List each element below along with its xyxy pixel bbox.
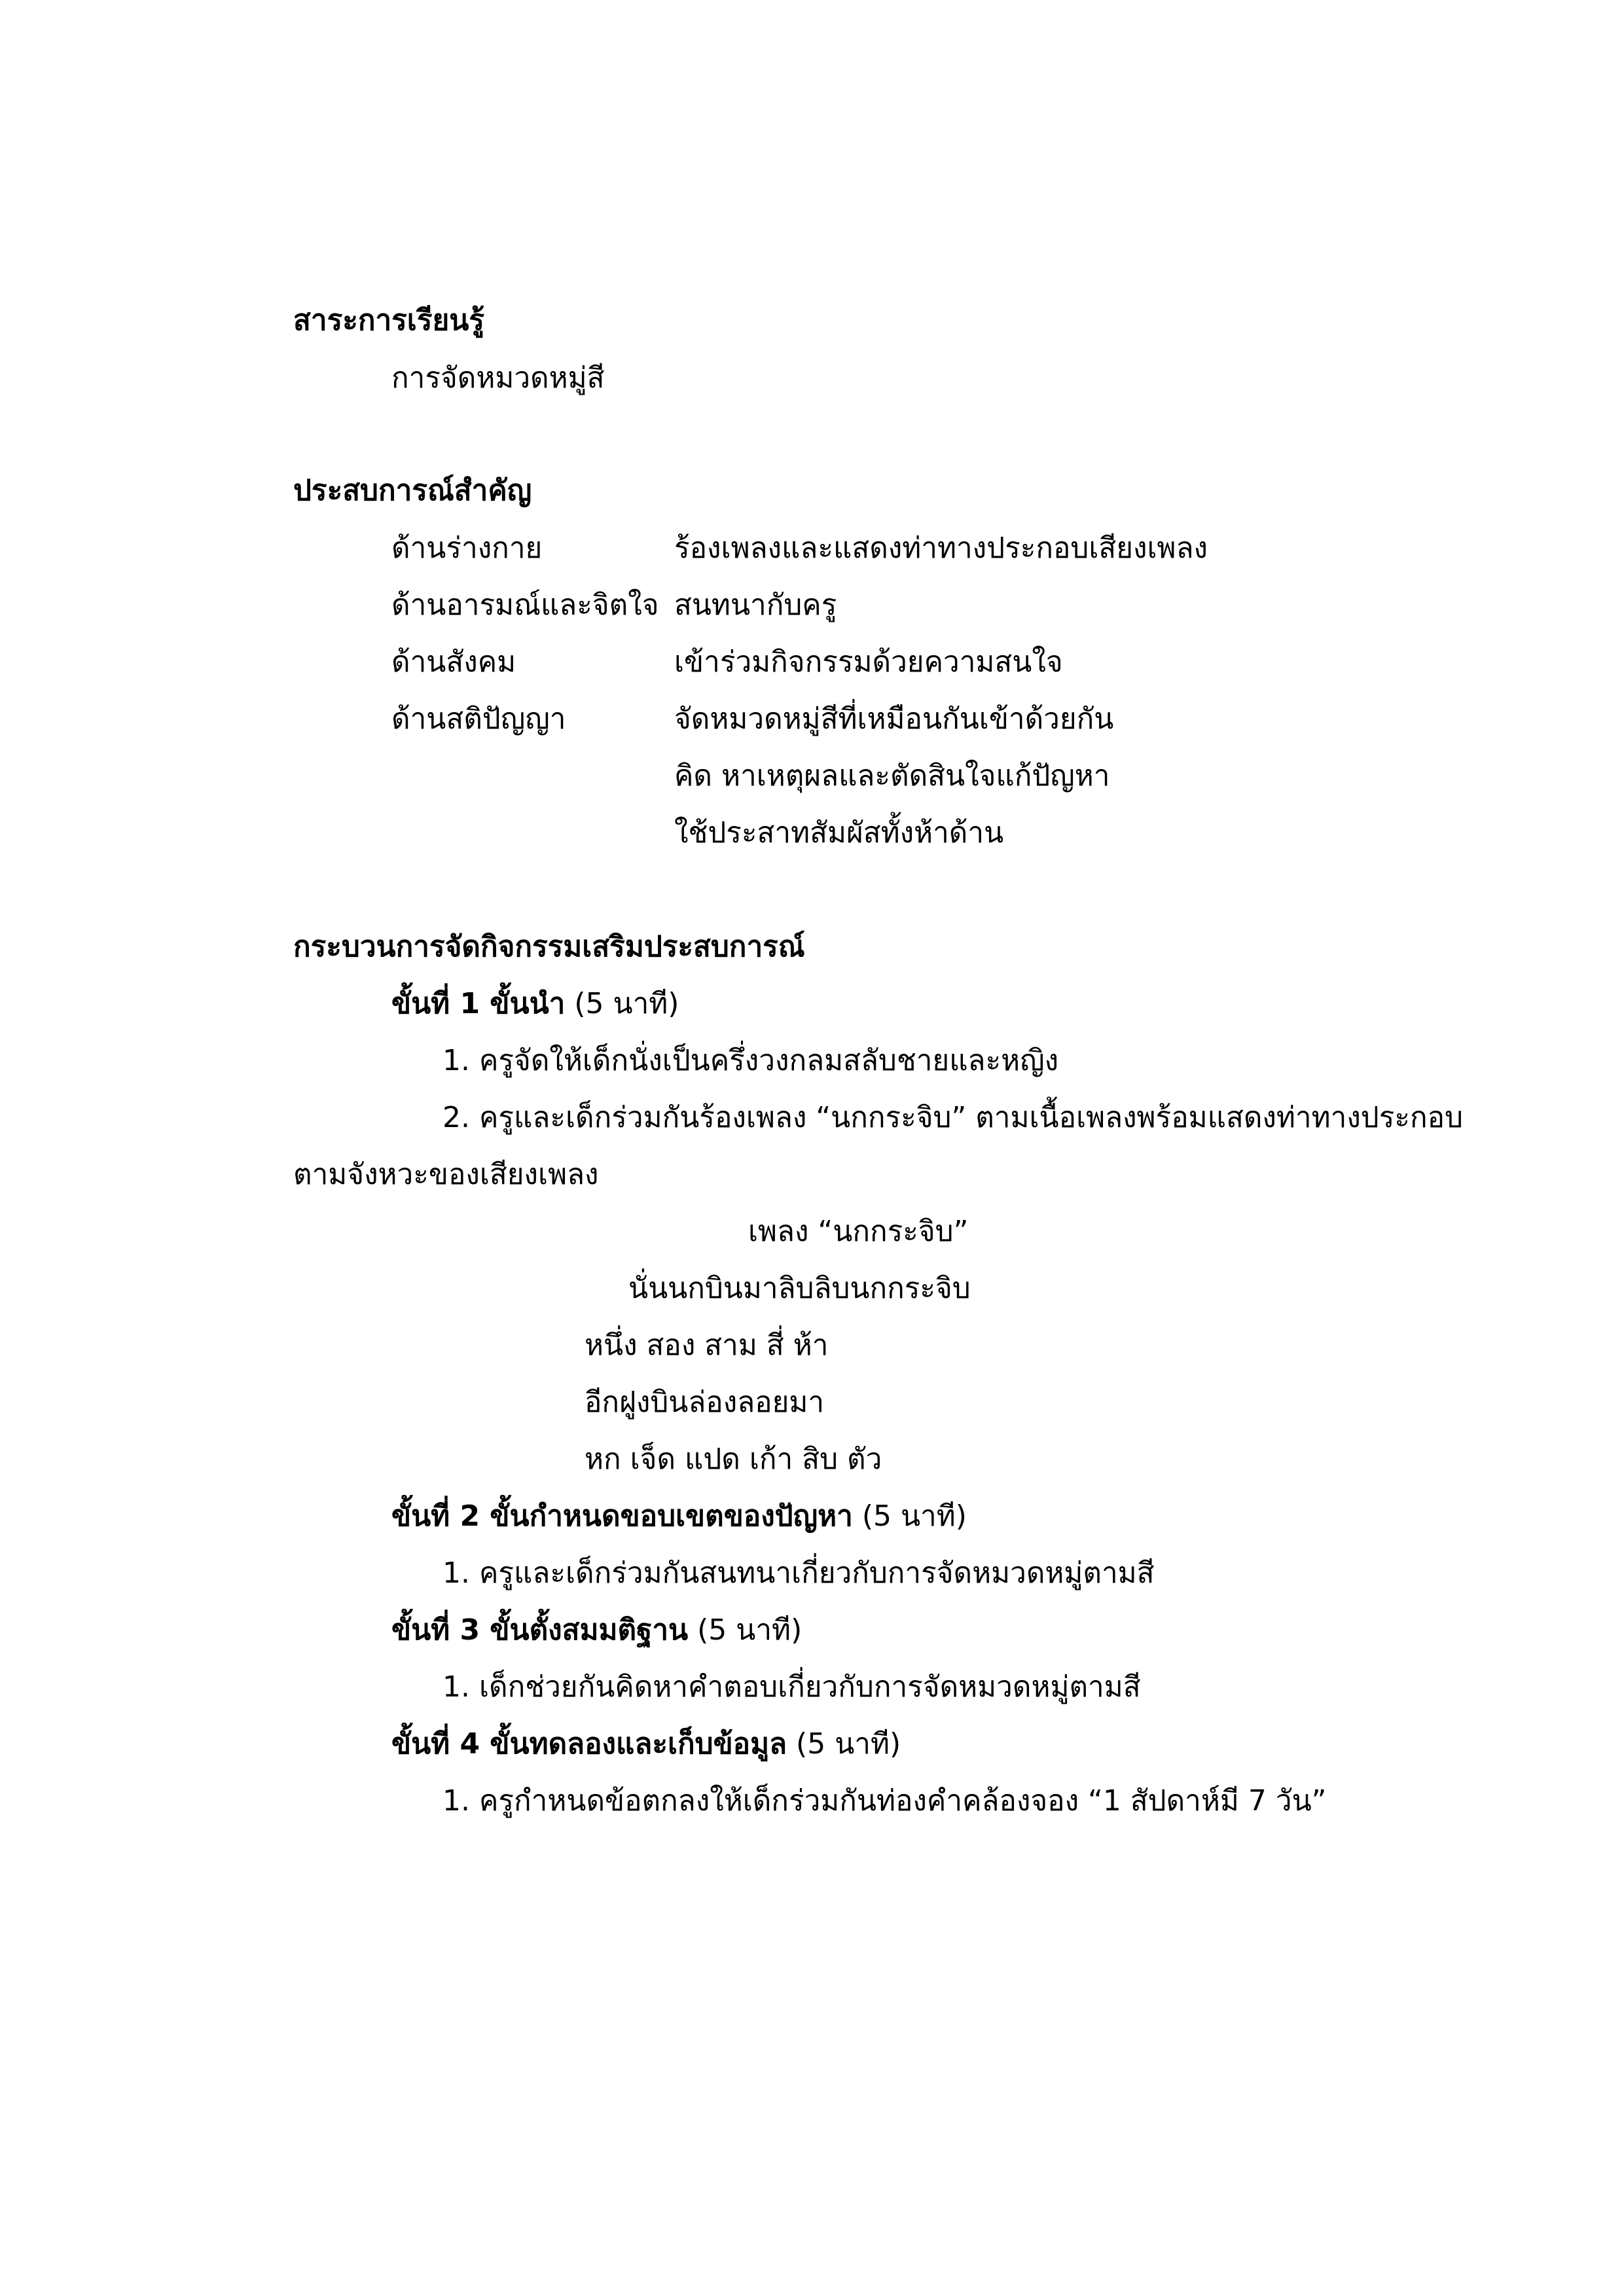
experience-extra-line: ใช้ประสาทสัมผัสทั้งห้าด้าน	[674, 816, 1004, 850]
experience-extra-line: คิด หาเหตุผลและตัดสินใจแก้ปัญหา	[674, 759, 1110, 793]
experience-label-physical: ด้านร่างกาย	[391, 531, 543, 565]
experience-value-intellectual: จัดหมวดหมู่สีที่เหมือนกันเข้าด้วยกัน	[674, 702, 1114, 736]
step-2-header	[391, 1497, 967, 1536]
experience-label-social: ด้านสังคม	[391, 645, 516, 679]
experience-heading: ประสบการณ์สำคัญ	[293, 474, 532, 507]
step-2-item: 1. ครูและเด็กร่วมกันสนทนาเกี่ยวกับการจัดหมวดหมู่ตามสี	[442, 1556, 1155, 1590]
experience-value-emotional: สนทนากับครู	[674, 588, 837, 622]
song-line: นั่นนกบินมาลิบลิบนกกระจิบ	[628, 1272, 971, 1305]
experience-label-intellectual: ด้านสติปัญญา	[391, 702, 566, 736]
experience-label-emotional: ด้านอารมณ์และจิตใจ	[391, 588, 659, 622]
step-2-label: ขั้นที่ 2 ขั้นกำหนดขอบเขตของปัญหา	[391, 1499, 853, 1533]
content-text: การจัดหมวดหมู่สี	[391, 361, 605, 395]
step-3-header	[391, 1611, 802, 1650]
step-3-item: 1. เด็กช่วยกันคิดหาคำตอบเกี่ยวกับการจัดหมวดหมู่ตามสี	[442, 1670, 1141, 1704]
song-line: หนึ่ง สอง สาม สี่ ห้า	[585, 1329, 829, 1362]
song-line: อีกฝูงบินล่องลอยมา	[585, 1386, 825, 1419]
process-heading: กระบวนการจัดกิจกรรมเสริมประสบการณ์	[293, 930, 805, 963]
step-1-label: ขั้นที่ 1 ขั้นนำ	[391, 987, 566, 1020]
content-heading: สาระการเรียนรู้	[293, 304, 484, 337]
step-1-item: 1. ครูจัดให้เด็กนั่งเป็นครึ่งวงกลมสลับชายและหญิง	[442, 1044, 1059, 1077]
song-title: เพลง “นกกระจิบ”	[748, 1215, 969, 1248]
step-1-item: 2. ครูและเด็กร่วมกันร้องเพลง “นกกระจิบ” ตามเนื้อเพลงพร้อมแสดงท่าทางประกอบ	[442, 1101, 1463, 1134]
step-3-label: ขั้นที่ 3 ขั้นตั้งสมมติฐาน	[391, 1613, 689, 1647]
step-3-duration: (5 นาที)	[688, 1613, 803, 1647]
step-1-header	[391, 984, 679, 1024]
step-4-header	[391, 1725, 901, 1764]
song-line: หก เจ็ด แปด เก้า สิบ ตัว	[585, 1443, 882, 1476]
step-4-label: ขั้นที่ 4 ขั้นทดลองและเก็บข้อมูล	[391, 1727, 787, 1761]
step-4-item: 1. ครูกำหนดข้อตกลงให้เด็กร่วมกันท่องคำคล้องจอง “1 สัปดาห์มี 7 วัน”	[442, 1784, 1327, 1818]
experience-value-physical: ร้องเพลงและแสดงท่าทางประกอบเสียงเพลง	[674, 531, 1208, 565]
experience-value-social: เข้าร่วมกิจกรรมด้วยความสนใจ	[674, 645, 1063, 679]
step-2-duration: (5 นาที)	[852, 1499, 967, 1533]
step-1-duration: (5 นาที)	[565, 987, 679, 1020]
step-1-item-continuation: ตามจังหวะของเสียงเพลง	[293, 1158, 599, 1191]
step-4-duration: (5 นาที)	[787, 1727, 901, 1761]
